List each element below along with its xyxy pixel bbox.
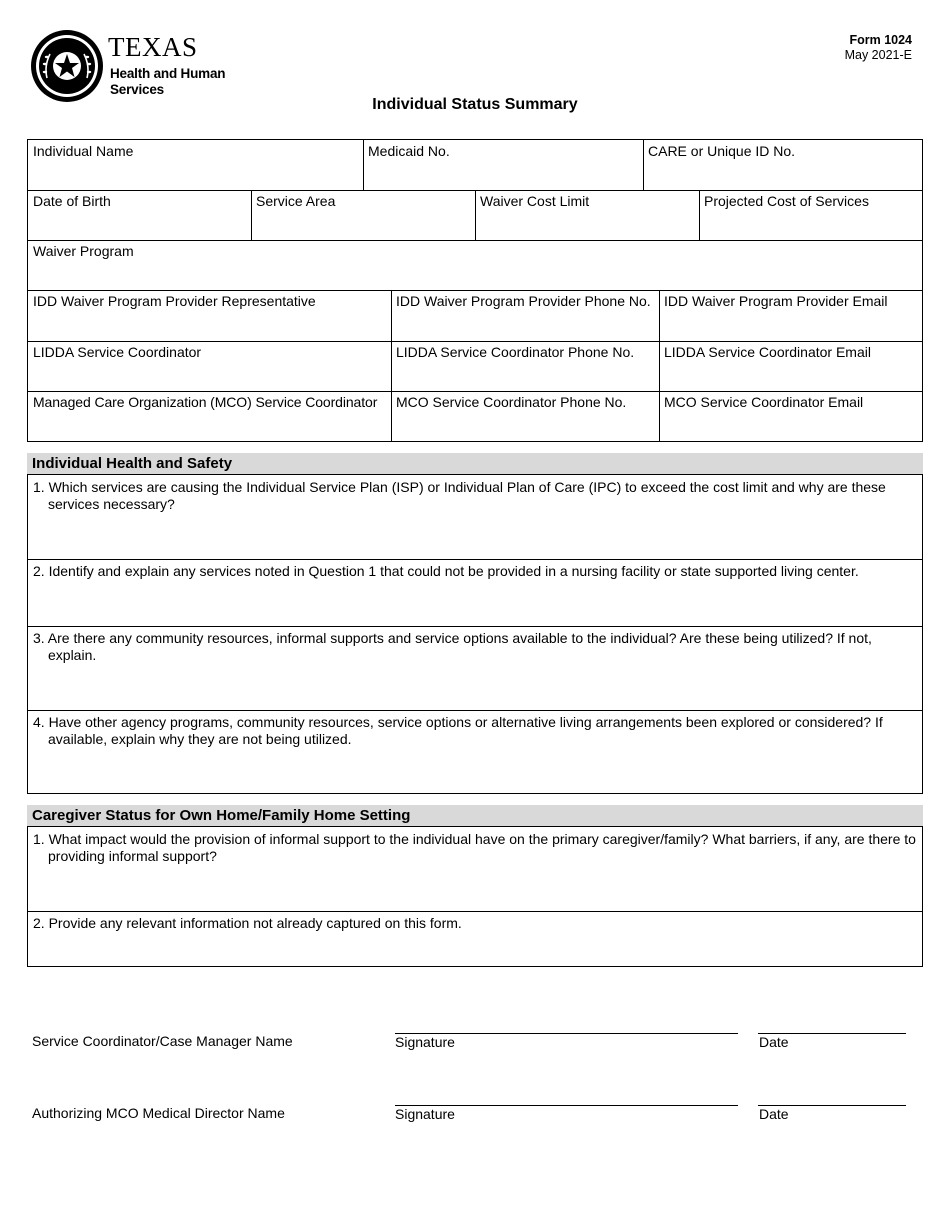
date-of-birth-field[interactable]: Date of Birth xyxy=(33,193,111,209)
medicaid-no-field[interactable]: Medicaid No. xyxy=(368,143,450,159)
idd-provider-phone-field[interactable]: IDD Waiver Program Provider Phone No. xyxy=(396,293,651,309)
coordinator-date-label: Date xyxy=(759,1034,789,1050)
waiver-cost-limit-field[interactable]: Waiver Cost Limit xyxy=(480,193,590,209)
lidda-email-field[interactable]: LIDDA Service Coordinator Email xyxy=(664,344,871,360)
caregiver-question-1[interactable]: 1. What impact would the provision of informal support to the individual have on the primary caregiver/family? What barriers, if any, are there to providing informal support? xyxy=(33,831,916,864)
health-question-1[interactable]: 1. Which services are causing the Individual Service Plan (ISP) or Individual Plan of Care (IPC) to exceed the cost limit and why are these services necessary? xyxy=(33,479,886,512)
health-safety-section xyxy=(27,474,923,794)
individual-info-table xyxy=(27,139,923,442)
logo-subtitle-line-2: Services xyxy=(110,82,164,97)
health-question-2[interactable]: 2. Identify and explain any services noted in Question 1 that could not be provided in a nursing facility or state supported living center. xyxy=(33,563,859,579)
form-date: May 2021-E xyxy=(844,48,912,62)
logo-subtitle-line-1: Health and Human xyxy=(110,66,226,81)
form-number: Form 1024 xyxy=(849,33,912,47)
mco-email-field[interactable]: MCO Service Coordinator Email xyxy=(664,394,864,410)
coordinator-name-label[interactable]: Service Coordinator/Case Manager Name xyxy=(32,1033,293,1049)
idd-provider-email-field[interactable]: IDD Waiver Program Provider Email xyxy=(664,293,888,309)
individual-name-field[interactable]: Individual Name xyxy=(33,143,134,159)
mco-phone-field[interactable]: MCO Service Coordinator Phone No. xyxy=(396,394,627,410)
texas-seal-icon xyxy=(30,28,104,104)
idd-provider-rep-field[interactable]: IDD Waiver Program Provider Representative xyxy=(33,293,316,309)
service-area-field[interactable]: Service Area xyxy=(256,193,336,209)
caregiver-question-2[interactable]: 2. Provide any relevant information not already captured on this form. xyxy=(33,915,462,931)
director-date-label: Date xyxy=(759,1106,789,1122)
mco-coordinator-field[interactable]: Managed Care Organization (MCO) Service Coordinator xyxy=(33,394,378,410)
health-question-4[interactable]: 4. Have other agency programs, community resources, service options or alternative living arrangements been explored or considered? If available, explain why they are not being utilized. xyxy=(33,714,883,747)
caregiver-section xyxy=(27,826,923,967)
lidda-phone-field[interactable]: LIDDA Service Coordinator Phone No. xyxy=(396,344,635,360)
logo-subtitle xyxy=(110,66,225,98)
director-signature-label: Signature xyxy=(395,1106,455,1122)
health-safety-heading: Individual Health and Safety xyxy=(27,453,923,474)
coordinator-signature-label: Signature xyxy=(395,1034,455,1050)
logo-title: TEXAS xyxy=(108,32,198,62)
projected-cost-field[interactable]: Projected Cost of Services xyxy=(704,193,869,209)
care-id-field[interactable]: CARE or Unique ID No. xyxy=(648,143,796,159)
caregiver-heading: Caregiver Status for Own Home/Family Home Setting xyxy=(27,805,923,826)
document-title: Individual Status Summary xyxy=(372,96,578,113)
waiver-program-field[interactable]: Waiver Program xyxy=(33,243,134,259)
form-identifier xyxy=(845,33,912,63)
director-name-label[interactable]: Authorizing MCO Medical Director Name xyxy=(32,1105,285,1121)
hhs-logo xyxy=(30,28,230,106)
lidda-coordinator-field[interactable]: LIDDA Service Coordinator xyxy=(33,344,202,360)
health-question-3[interactable]: 3. Are there any community resources, informal supports and service options available to the individual? Are these being utilized? If not, explain. xyxy=(33,630,872,663)
